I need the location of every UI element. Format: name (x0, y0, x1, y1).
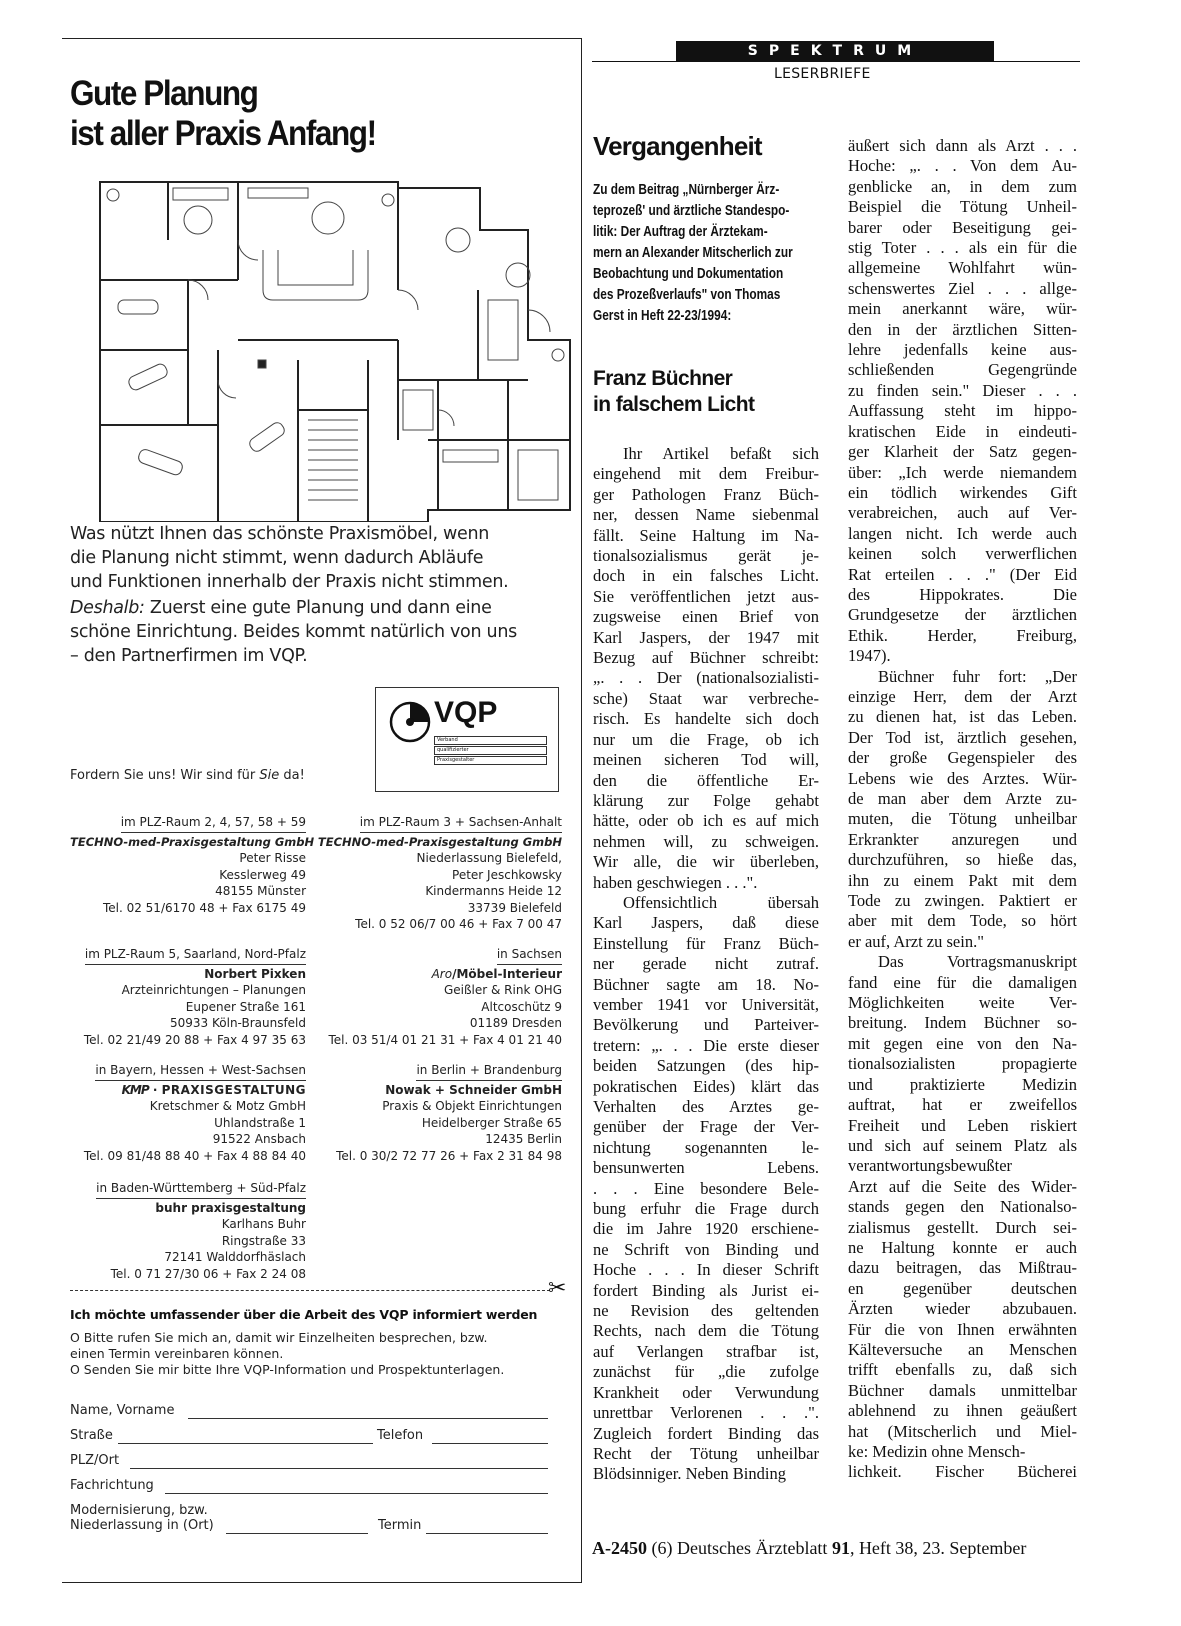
region-bayern: in Bayern, Hessen + West-Sachsen KMP · PRAXISGESTALTUNG Kretschmer & Motz GmbH Uhlandstraße 1 91522 Ansbach Tel. 09 81/48 88 40 + Fax 4 88 84 40 (83, 1063, 306, 1163)
field-fachrichtung[interactable] (165, 1493, 548, 1494)
text-line: Arzt auf die Seite des Wider- (848, 1176, 1077, 1196)
text-line: vember 1941 vor Universität, (593, 994, 819, 1014)
label-termin: Termin (378, 1518, 422, 1533)
ad-paragraph-1: Was nützt Ihnen das schönste Praxismöbel, wenn die Planung nicht stimmt, wenn dadurch Abläufe und Funktionen innerhalb der Praxis nicht stimmen. (70, 524, 509, 592)
text-line: bensunwerten Lebens. (593, 1158, 819, 1178)
text-line: klärung zur Folge gehabt (593, 790, 819, 810)
text-line: Ärzten wieder abzubauen. (848, 1299, 1077, 1319)
text-line: Bevölkerung und Parteiver- (593, 1015, 819, 1035)
text-line: meinen sicheren Tod will, (593, 750, 819, 770)
field-termin[interactable] (426, 1533, 548, 1534)
text-line: trifft ebenfalls zu, daß sich (848, 1360, 1077, 1380)
text-line: Lebens wie des Arztes. Wür- (848, 768, 1077, 788)
aro-logo: Aro (431, 966, 453, 981)
text-line: ner gerade nicht zutraf. (593, 954, 819, 974)
text-line: Recht der Tötung unheilbar (593, 1443, 819, 1463)
deshalb-lead: Deshalb: (70, 598, 145, 618)
field-name[interactable] (188, 1418, 548, 1419)
coupon-heading: Ich möchte umfassender über die Arbeit des VQP informiert werden (70, 1307, 538, 1322)
text-line: verantwortungsbewußter (848, 1156, 1013, 1176)
text-line: nichtung sogenannten le- (593, 1137, 819, 1157)
text-line: zialismus gestellt. Durch sei- (848, 1217, 1077, 1237)
text-line: Der Tod ist, ärztlich gesehen, (848, 727, 1077, 747)
text-line: Einstellung für Franz Büch- (593, 933, 819, 953)
vqp-logo-text: VQP (434, 696, 498, 729)
text-line: fordert Binding als Jurist ei- (593, 1280, 819, 1300)
text-line: die im Jahre 1920 erschiene- (593, 1219, 819, 1239)
text-line: und sich auf seinem Platz als (848, 1135, 1077, 1155)
text-line: Das Vortragsmanuskript (878, 952, 1077, 972)
text-line: den die öffentliche Er- (593, 770, 819, 790)
text-line: verabreichen, auch auf Ver- (848, 503, 1077, 523)
text-line: Kälteversuche an Menschen (848, 1339, 1077, 1359)
text-line: Freiheit und Leben riskiert (848, 1115, 1077, 1135)
text-line: ner, dessen Name siebenmal (593, 505, 819, 525)
label-niederlassung: Niederlassung in (Ort) (70, 1518, 214, 1533)
label-name: Name, Vorname (70, 1403, 175, 1418)
text-line: ihn zu einem Pakt mit dem (848, 870, 1077, 890)
text-line: dazu beitragen, das Mißtrau- (848, 1258, 1077, 1278)
text-line: Für die von Ihnen erwähnten (848, 1319, 1077, 1339)
text-line: hat (Mitscherlich und Miel- (848, 1421, 1077, 1441)
text-line: 1947). (848, 646, 891, 666)
region-sachsen: in Sachsen Aro/Möbel-Interieur Geißler & Rink OHG Altcoschütz 9 01189 Dresden Tel. 03 51/4 01 21 31 + Fax 4 01 21 40 (328, 947, 562, 1047)
text-line: Offensichtlich übersah (623, 892, 819, 912)
text-line: pokratischen Eides) klärt das (593, 1076, 819, 1096)
text-line: durchzuführen, so hieße das, (848, 850, 1077, 870)
text-line: zu dienen hat, ist das Leben. (848, 707, 1077, 727)
article-title: Vergangenheit (593, 131, 762, 161)
text-line: tretern: „. . . Die erste dieser (593, 1035, 819, 1055)
text-line: nehmen will, zu schweigen. (593, 831, 819, 851)
region-plz-2-4-57: im PLZ-Raum 2, 4, 57, 58 + 59 TECHNO-med-Praxisgestaltung GmbH Peter Risse Kesslerweg 49 48155 Münster Tel. 02 51/6170 48 + Fax 6175 49 (70, 815, 315, 915)
text-line: Auffassung steht im hippo- (848, 401, 1077, 421)
text-line: aber mit dem Tode, so hört (848, 911, 1077, 931)
region-plz-3: im PLZ-Raum 3 + Sachsen-Anhalt TECHNO-med-Praxisgestaltung GmbH Niederlassung Bielefeld, Peter Jeschkowsky Kindermanns Heide 12 33739 Bielefeld Tel. 0 52 06/7 00 46 + Fax 7 00 47 (317, 815, 562, 931)
text-line: genüber der Frage der Ver- (593, 1117, 819, 1137)
text-line: den in der ärztlichen Sitten- (848, 319, 1077, 339)
text-line: Hoche . . . In dieser Schrift (593, 1260, 819, 1280)
text-line: Karl Jaspers, daß diese (593, 913, 819, 933)
text-line: Bezug auf Büchner schreibt: (593, 648, 819, 668)
text-line: Ethik. Herder, Freiburg, (848, 625, 1077, 645)
text-line: Karl Jaspers, der 1947 mit (593, 627, 819, 647)
ad-paragraph-2: Deshalb: Zuerst eine gute Planung und dann eine schöne Einrichtung. Beides kommt natürlich von uns – den Partnerfirmen im VQP. (70, 598, 517, 666)
text-line: „. . . Der (nationalsozialisti- (593, 668, 819, 688)
text-line: Blödsinniger. Neben Binding (593, 1464, 786, 1484)
text-line: eingehend mit dem Freibur- (593, 464, 819, 484)
text-line: Tode zu zwingen. Paktiert er (848, 891, 1077, 911)
text-line: mit gegen eine von den Na- (848, 1033, 1077, 1053)
text-line: lehre jedenfalls keine aus- (848, 340, 1077, 360)
text-line: der große Gegenspieler des (848, 748, 1077, 768)
label-strasse: Straße (70, 1428, 113, 1443)
text-line: unrettbar Verlorenen . . .". (593, 1403, 819, 1423)
text-line: . . . Eine besondere Bele- (593, 1178, 819, 1198)
article-column-3 (848, 136, 1077, 1483)
section-header-bar: SPEKTRUM (676, 41, 994, 61)
field-plz-ort[interactable] (130, 1468, 548, 1469)
text-line: en gegenüber deutschen (848, 1278, 1077, 1298)
vqp-logo-subtitle: Verband qualifizierter Praxisgestalter (434, 736, 547, 766)
text-line: beiden Satzungen (des hip- (593, 1056, 819, 1076)
ad-call-to-action: Fordern Sie uns! Wir sind für Sie da! (70, 768, 305, 783)
vqp-logo-icon (388, 700, 432, 744)
header-rule (592, 61, 1080, 62)
text-line: ger Klarheit der Satz gegen- (848, 442, 1077, 462)
ad-headline: Gute Planung ist aller Praxis Anfang! (70, 74, 376, 153)
text-line: Büchner fuhr fort: „Der (878, 666, 1077, 686)
coupon-option-call-cont: einen Termin vereinbaren können. (70, 1346, 284, 1361)
text-line: haben geschwiegen . . .". (593, 872, 758, 892)
text-line: allgemeine Wohlfahrt wün- (848, 258, 1077, 278)
text-line: Sie veröffentlichen jetzt aus- (593, 586, 819, 606)
text-line: auf Verlangen strafbar ist, (593, 1341, 819, 1361)
label-fachrichtung: Fachrichtung (70, 1478, 154, 1493)
field-niederlassung[interactable] (226, 1533, 368, 1534)
coupon-cut-line (70, 1290, 550, 1291)
text-line: ne Haltung konnte er auch (848, 1237, 1077, 1257)
text-line: bung erfuhr die Frage durch (593, 1199, 819, 1219)
text-line: Erkrankter anzuregen und (848, 829, 1077, 849)
text-line: ne Revision des geltenden (593, 1301, 819, 1321)
text-line: stig Toter . . . als ein für die (848, 238, 1077, 258)
label-plz-ort: PLZ/Ort (70, 1453, 120, 1468)
text-line: Rechts, nach dem die Tötung (593, 1321, 819, 1341)
text-line: zu finden sein." Dieser . . . (848, 380, 1077, 400)
text-line: muten, die Tötung unheilbar (848, 809, 1077, 829)
text-line: de man aber dem Arzte zu- (848, 789, 1077, 808)
text-line: er auf, Arzt zu sein." (848, 931, 984, 951)
letter-title: Franz Büchner in falschem Licht (593, 367, 755, 416)
region-plz-5: im PLZ-Raum 5, Saarland, Nord-Pfalz Norbert Pixken Arzteinrichtungen – Planungen Eupener Straße 161 50933 Köln-Braunsfeld Tel. 02 21/49 20 88 + Fax 4 97 35 63 (83, 947, 306, 1047)
text-line: fällt. Seine Haltung im Na- (593, 525, 819, 545)
subsection-label: LESERBRIEFE (774, 66, 871, 82)
coupon-option-call[interactable]: O Bitte rufen Sie mich an, damit wir Einzelheiten besprechen, bzw. (70, 1330, 488, 1345)
text-line: Krankheit oder Verwundung (593, 1382, 819, 1402)
text-line: und praktizierte Medizin (848, 1074, 1077, 1094)
text-line: risch. Es handelte sich doch (593, 709, 819, 729)
text-line: barer oder Beseitigung gei- (848, 217, 1077, 237)
vqp-logo-box (375, 687, 559, 792)
practice-floorplan-drawing (98, 180, 572, 522)
text-line: genblicke an, in dem zum (848, 176, 1077, 196)
text-line: Zugleich fordert Binding das (593, 1423, 819, 1443)
region-berlin: in Berlin + Brandenburg Nowak + Schneider GmbH Praxis & Objekt Einrichtungen Heidelberger Straße 65 12435 Berlin Tel. 0 30/2 72 77 26 + Fax 2 31 84 98 (336, 1063, 562, 1163)
text-line: auftrat, hat er zweifellos (848, 1095, 1077, 1115)
kmp-logo: KMP (121, 1082, 149, 1097)
text-line: Rat erteilen . . ." (Der Eid (848, 564, 1077, 584)
text-line: Möglichkeiten weite Ver- (848, 993, 1077, 1013)
text-line: sche) Staat war verbreche- (593, 688, 819, 708)
text-line: tionalsozialismus gerät je- (593, 546, 819, 566)
text-line: schließenden Gegengründe (848, 360, 1077, 380)
text-line: nur um die Frage, ob ich (593, 729, 819, 749)
text-line: langen nicht. Ich werde auch (848, 523, 1077, 543)
text-line: äußert sich dann als Arzt . . . (848, 136, 1077, 155)
scissors-icon: ✂ (548, 1276, 567, 1301)
article-subhead: Zu dem Beitrag „Nürnberger Ärz- teprozeß' und ärztliche Standespo- litik: Der Auftrag der Ärztekam- mern an Alexander Mitscherlich zur Beobachtung und Dokumentation des Prozeßverlaufs" von Thomas Gerst in Heft 22-23/1994: (593, 181, 793, 324)
article-column-2 (593, 444, 819, 1485)
text-line: Wir alle, die wir überleben, (593, 852, 819, 872)
text-line: ein tödlich wirkendes Gift (848, 482, 1077, 502)
text-line: Ihr Artikel befaßt sich (623, 444, 819, 463)
coupon-option-send-info[interactable]: O Senden Sie mir bitte Ihre VQP-Information und Prospektunterlagen. (70, 1362, 505, 1377)
text-line: keinen solch verwerflichen (848, 544, 1077, 564)
text-line: hätte, oder ob ich es auf mich (593, 811, 819, 831)
text-line: Büchner sagte am 18. No- (593, 974, 819, 994)
text-line: schenswertes Ziel . . . allge- (848, 278, 1077, 298)
text-line: über: „Ich werde niemandem (848, 462, 1077, 482)
text-line: tionalsozialisten propagierte (848, 1054, 1077, 1074)
text-line: kratischen Eide in eindeuti- (848, 421, 1077, 441)
text-line: ger Pathologen Franz Büch- (593, 484, 819, 504)
text-line: einzige Herr, dem der Arzt (848, 686, 1077, 706)
text-line: zugsweise einen Brief von (593, 607, 819, 627)
text-line: des Hippokrates. Die (848, 584, 1077, 604)
text-line: Beispiel die Tötung Unheil- (848, 197, 1077, 217)
text-line: Büchner damals unmittelbar (848, 1380, 1077, 1400)
text-line: stands gegen den Nationalso- (848, 1197, 1077, 1217)
text-line: ne Schrift von Binding und (593, 1239, 819, 1259)
text-line: Verhalten des Arztes ge- (593, 1097, 819, 1116)
text-line: Hoche: „. . . Von dem Au- (848, 156, 1077, 176)
text-line: lichkeit. Fischer Bücherei (848, 1462, 1077, 1482)
text-line: zunächst für „die zufolge (593, 1362, 819, 1382)
label-telefon: Telefon (377, 1428, 424, 1443)
page-footer: A-2450 (6) Deutsches Ärzteblatt 91, Heft 38, 23. September (592, 1538, 1027, 1558)
region-baden-wuerttemberg: in Baden-Württemberg + Süd-Pfalz buhr praxisgestaltung Karlhans Buhr Ringstraße 33 72141 Walddorfhäslach Tel. 0 71 27/30 06 + Fax 2 24 08 (96, 1181, 306, 1281)
field-telefon[interactable] (432, 1443, 548, 1444)
text-line: doch in ein falsches Licht. (593, 566, 819, 586)
text-line: fand eine für die damaligen (848, 972, 1077, 992)
text-line: breitung. Indem Büchner so- (848, 1013, 1077, 1033)
text-line: ke: Medizin ohne Mensch- (848, 1442, 1026, 1461)
text-line: mein anerkannt wäre, wür- (848, 299, 1077, 319)
text-line: ablehnend zu ihnen geäußert (848, 1401, 1077, 1421)
text-line: Grundgesetze der ärztlichen (848, 605, 1077, 625)
field-strasse[interactable] (118, 1443, 373, 1444)
label-modernisierung: Modernisierung, bzw. (70, 1503, 208, 1518)
